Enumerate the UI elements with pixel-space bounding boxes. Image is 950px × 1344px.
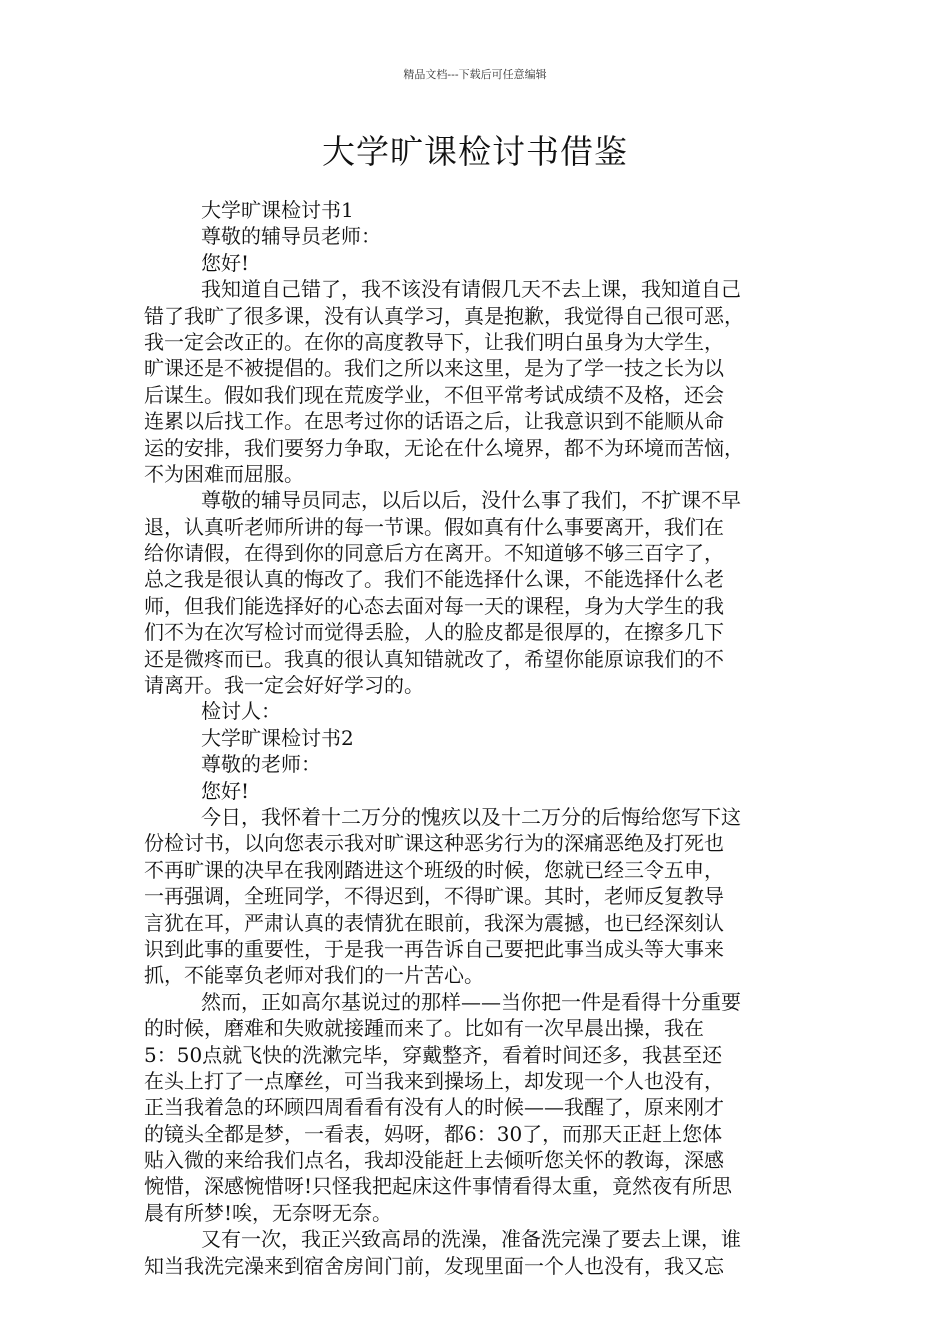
body-line: 总之我是很认真的悔改了。我们不能选择什么课，不能选择什么老 xyxy=(144,567,724,592)
body-line: 您好! xyxy=(201,250,250,275)
document-body xyxy=(144,197,808,1279)
body-line: 言犹在耳，严肃认真的表情犹在眼前，我深为震撼，也已经深刻认 xyxy=(144,910,724,935)
body-line: 知当我洗完澡来到宿舍房间门前，发现里面一个人也没有，我又忘 xyxy=(144,1253,724,1278)
body-line: 抓，不能辜负老师对我们的一片苦心。 xyxy=(144,963,484,988)
body-line: 给你请假，在得到你的同意后方在离开。不知道够不够三百字了， xyxy=(144,541,724,566)
body-line: 旷课还是不被提倡的。我们之所以来这里，是为了学一技之长为以 xyxy=(144,356,724,381)
body-line: 一再强调，全班同学，不得迟到，不得旷课。其时，老师反复教导 xyxy=(144,884,724,909)
body-line: 连累以后找工作。在思考过你的话语之后，让我意识到不能顺从命 xyxy=(144,409,724,434)
body-line: 尊敬的辅导员老师： xyxy=(201,224,381,249)
body-line: 我一定会改正的。在你的高度教导下，让我们明白虽身为大学生， xyxy=(144,329,724,354)
body-line: 的镜头全都是梦，一看表，妈呀，都6：30了，而那天正赶上您体 xyxy=(144,1121,723,1146)
body-line: 然而，正如高尔基说过的那样——当你把一件是看得十分重要 xyxy=(201,989,741,1014)
body-line: 我知道自己错了，我不该没有请假几天不去上课，我知道自己 xyxy=(201,277,741,302)
header-note: 精品文档---下载后可任意编辑 xyxy=(403,68,547,81)
body-line: 师，但我们能选择好的心态去面对每一天的课程，身为大学生的我 xyxy=(144,593,724,618)
body-line: 贴入微的来给我们点名，我却没能赶上去倾听您关怀的教诲，深感 xyxy=(144,1148,724,1173)
body-line: 还是微疼而已。我真的很认真知错就改了，希望你能原谅我们的不 xyxy=(144,646,724,671)
body-line: 正当我着急的环顾四周看看有没有人的时候——我醒了，原来刚才 xyxy=(144,1095,724,1120)
body-line: 尊敬的老师： xyxy=(201,752,321,777)
body-line: 们不为在次写检讨而觉得丢脸，人的脸皮都是很厚的，在擦多几下 xyxy=(144,620,724,645)
body-line: 后谋生。假如我们现在荒废学业，不但平常考试成绩不及格，还会 xyxy=(144,382,724,407)
body-line: 晨有所梦!唉，无奈呀无奈。 xyxy=(144,1200,393,1225)
body-line: 运的安排，我们要努力争取，无论在什么境界，都不为环境而苦恼， xyxy=(144,435,744,460)
body-line: 您好! xyxy=(201,778,250,803)
body-line: 不为困难而屈服。 xyxy=(144,461,304,486)
body-line: 退，认真听老师所讲的每一节课。假如真有什么事要离开，我们在 xyxy=(144,514,724,539)
body-line: 份检讨书，以向您表示我对旷课这种恶劣行为的深痛恶绝及打死也 xyxy=(144,831,724,856)
body-line: 检讨人： xyxy=(201,699,281,724)
body-line: 大学旷课检讨书1 xyxy=(201,198,354,222)
document-title: 大学旷课检讨书借鉴 xyxy=(322,132,628,171)
body-line: 错了我旷了很多课，没有认真学习，真是抱歉，我觉得自己很可恶， xyxy=(144,303,744,328)
body-line: 不再旷课的决早在我刚踏进这个班级的时候，您就已经三令五申， xyxy=(144,857,724,882)
body-line: 惋惜，深感惋惜呀!只怪我把起床这件事情看得太重，竟然夜有所思 xyxy=(144,1174,733,1199)
body-line: 尊敬的辅导员同志，以后以后，没什么事了我们，不扩课不早 xyxy=(201,488,741,513)
body-line: 识到此事的重要性，于是我一再告诉自己要把此事当成头等大事来 xyxy=(144,936,724,961)
body-line: 5：50点就飞快的洗漱完毕，穿戴整齐，看着时间还多，我甚至还 xyxy=(144,1042,723,1067)
body-line: 又有一次，我正兴致高昂的洗澡，准备洗完澡了要去上课，谁 xyxy=(201,1227,741,1252)
body-line: 今日，我怀着十二万分的愧疚以及十二万分的后悔给您写下这 xyxy=(201,804,741,829)
body-line: 请离开。我一定会好好学习的。 xyxy=(144,673,424,698)
body-line: 的时候，磨难和失败就接踵而来了。比如有一次早晨出操，我在 xyxy=(144,1016,704,1041)
body-line: 大学旷课检讨书2 xyxy=(201,725,354,750)
body-line: 在头上打了一点摩丝，可当我来到操场上，却发现一个人也没有， xyxy=(144,1068,724,1093)
